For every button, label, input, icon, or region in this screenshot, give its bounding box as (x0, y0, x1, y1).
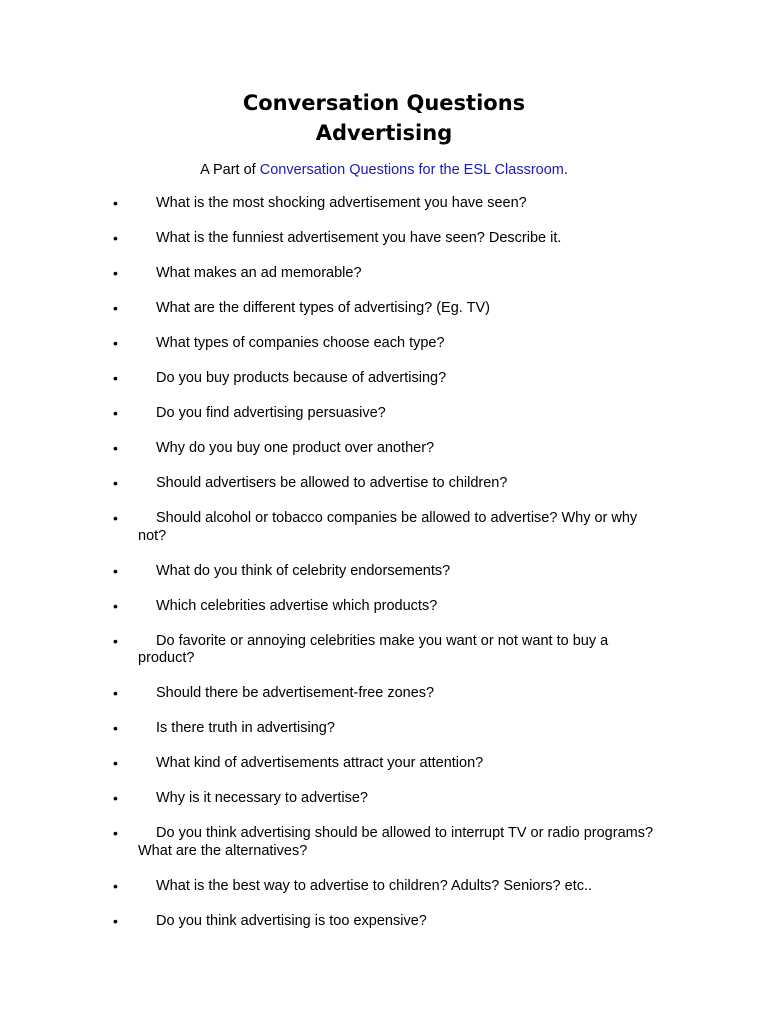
question-text: Why is it necessary to advertise? (156, 790, 368, 806)
question-text: Do you think advertising should be allowed to interrupt TV or radio programs? What are the alternatives? (138, 825, 654, 859)
question-text: Should alcohol or tobacco companies be allowed to advertise? Why or why not? (138, 510, 638, 544)
list-item (0, 685, 768, 703)
bullet-icon: • (113, 755, 118, 771)
intro-line (0, 160, 768, 180)
bullet-icon: • (113, 405, 118, 421)
title-line-2: Advertising (315, 121, 453, 145)
bullet-icon: • (113, 825, 118, 841)
bullet-icon: • (113, 632, 118, 649)
bullet-icon: • (113, 370, 118, 386)
list-item (0, 230, 768, 248)
question-list (0, 195, 768, 948)
list-item (0, 405, 768, 423)
question-text: What types of companies choose each type? (156, 335, 445, 351)
list-item (0, 878, 768, 896)
page-title (0, 88, 768, 148)
list-item (0, 755, 768, 773)
bullet-icon: • (113, 562, 118, 579)
list-item (0, 633, 768, 668)
list-item (0, 370, 768, 388)
question-text: Why do you buy one product over another? (156, 440, 435, 456)
intro-suffix: . (563, 162, 568, 178)
list-item (0, 335, 768, 353)
bullet-icon: • (113, 475, 118, 491)
list-item (0, 195, 768, 213)
bullet-icon: • (113, 230, 118, 246)
intro-prefix: A Part of (200, 162, 260, 178)
bullet-icon: • (113, 597, 118, 614)
bullet-icon: • (113, 720, 118, 736)
bullet-icon: • (113, 440, 118, 456)
question-text: What is the most shocking advertisement you have seen? (156, 195, 527, 211)
esl-classroom-link[interactable]: Conversation Questions for the ESL Classroom (259, 162, 564, 178)
bullet-icon: • (113, 300, 118, 316)
list-item (0, 913, 768, 931)
list-item (0, 440, 768, 458)
question-text: What kind of advertisements attract your attention? (156, 755, 484, 771)
question-text: Do you buy products because of advertising? (156, 370, 447, 386)
question-text: Do you find advertising persuasive? (156, 405, 386, 421)
question-text: What is the funniest advertisement you have seen? Describe it. (156, 230, 562, 246)
list-item (0, 790, 768, 808)
question-text: Do favorite or annoying celebrities make you want or not want to buy a product? (138, 632, 609, 666)
list-item (0, 720, 768, 738)
question-text: Which celebrities advertise which products? (156, 597, 438, 614)
list-item (0, 475, 768, 493)
question-text: What makes an ad memorable? (156, 265, 362, 281)
list-item (0, 265, 768, 283)
question-text: Is there truth in advertising? (156, 720, 335, 736)
question-text: Do you think advertising is too expensive? (156, 912, 427, 929)
list-item (0, 300, 768, 318)
bullet-icon: • (113, 685, 118, 701)
list-item (0, 510, 768, 545)
bullet-icon: • (113, 510, 118, 526)
list-item (0, 825, 768, 860)
list-item (0, 598, 768, 616)
title-line-1: Conversation Questions (242, 91, 526, 115)
bullet-icon: • (113, 877, 118, 894)
question-text: Should there be advertisement-free zones? (156, 685, 435, 701)
bullet-icon: • (113, 265, 118, 281)
list-item (0, 563, 768, 581)
bullet-icon: • (113, 195, 118, 211)
question-text: What is the best way to advertise to children? Adults? Seniors? etc.. (156, 877, 593, 894)
question-text: What do you think of celebrity endorsements? (156, 562, 451, 579)
question-text: What are the different types of advertising? (Eg. TV) (156, 300, 490, 316)
bullet-icon: • (113, 912, 118, 929)
question-text: Should advertisers be allowed to advertise to children? (156, 475, 508, 491)
bullet-icon: • (113, 335, 118, 351)
bullet-icon: • (113, 790, 118, 806)
